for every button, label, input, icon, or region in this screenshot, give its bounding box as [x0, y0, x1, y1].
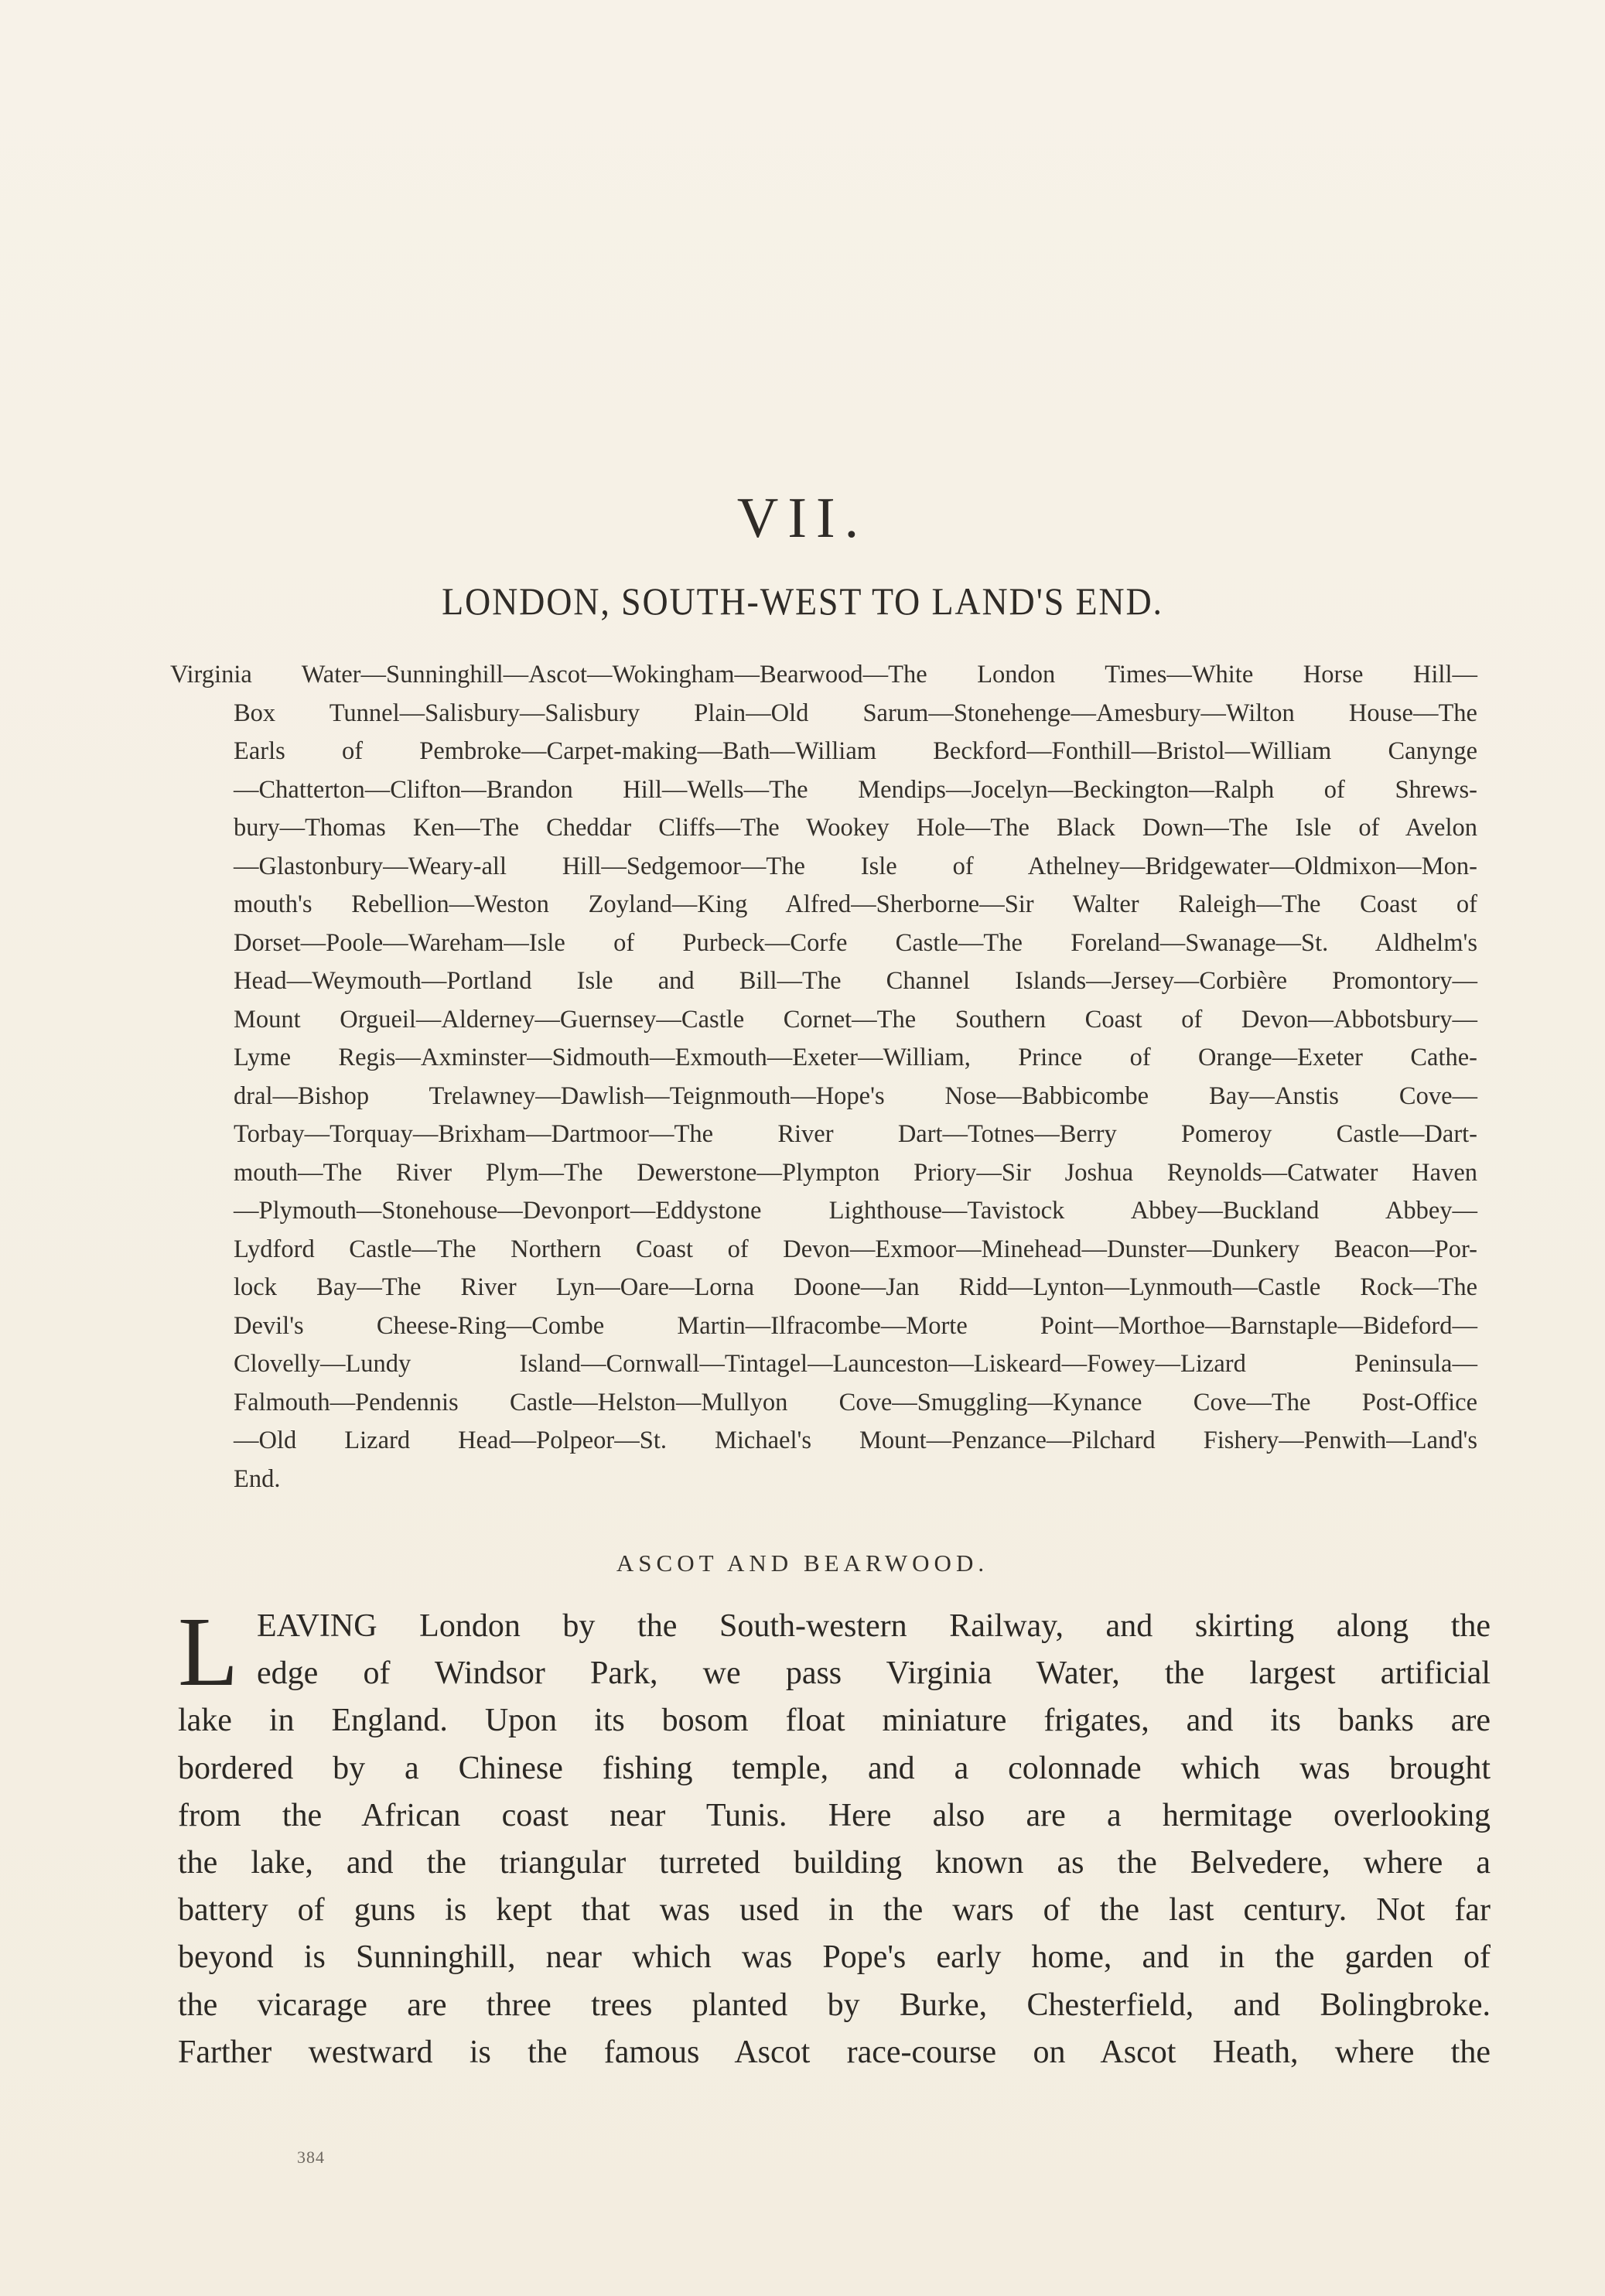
body-line: the lake, and the triangular turreted building known as the Belvedere, where a: [178, 1845, 1491, 1881]
body-line: Farther westward is the famous Ascot race-course on Ascot Heath, where the: [178, 2034, 1491, 2070]
body-line: from the African coast near Tunis. Here also are a hermitage overlooking: [178, 1797, 1491, 1833]
summary-line: Head—Weymouth—Portland Isle and Bill—The Channel Islands—Jersey—Corbière Promontory—: [234, 967, 1477, 995]
summary-line: End.: [234, 1464, 281, 1493]
summary-line: Clovelly—Lundy Island—Cornwall—Tintagel—Launceston—Liskeard—Fowey—Lizard Peninsula—: [234, 1350, 1477, 1378]
summary-line: Box Tunnel—Salisbury—Salisbury Plain—Old Sarum—Stonehenge—Amesbury—Wilton House—The: [234, 699, 1477, 727]
summary-line: Earls of Pembroke—Carpet-making—Bath—William Beckford—Fonthill—Bristol—William Canynge: [234, 737, 1477, 765]
summary-line: Torbay—Torquay—Brixham—Dartmoor—The River Dart—Totnes—Berry Pomeroy Castle—Dart-: [234, 1120, 1477, 1148]
summary-line: Lydford Castle—The Northern Coast of Devon—Exmoor—Minehead—Dunster—Dunkery Beacon—Por-: [234, 1235, 1477, 1263]
page-number: 384: [297, 2147, 325, 2167]
summary-line: —Plymouth—Stonehouse—Devonport—Eddystone Lighthouse—Tavistock Abbey—Buckland Abbey—: [234, 1197, 1477, 1225]
summary-line: bury—Thomas Ken—The Cheddar Cliffs—The Wookey Hole—The Black Down—The Isle of Avelon: [234, 814, 1477, 842]
body-line: battery of guns is kept that was used in the wars of the last century. Not far: [178, 1892, 1491, 1929]
chapter-summary: [170, 656, 1477, 1498]
summary-line: Lyme Regis—Axminster—Sidmouth—Exmouth—Exeter—William, Prince of Orange—Exeter Cathe-: [234, 1044, 1477, 1071]
summary-line: —Chatterton—Clifton—Brandon Hill—Wells—The Mendips—Jocelyn—Beckington—Ralph of Shrews-: [234, 775, 1477, 804]
body-line: beyond is Sunninghill, near which was Pope's early home, and in the garden of: [178, 1939, 1491, 1976]
body-line: bordered by a Chinese fishing temple, and a colonnade which was brought: [178, 1750, 1491, 1786]
summary-line: dral—Bishop Trelawney—Dawlish—Teignmouth—Hope's Nose—Babbicombe Bay—Anstis Cove—: [234, 1081, 1477, 1110]
body-line: EAVING London by the South-western Railway, and skirting along the: [257, 1608, 1491, 1644]
body-text: [178, 1597, 1491, 2076]
summary-line: lock Bay—The River Lyn—Oare—Lorna Doone—Jan Ridd—Lynton—Lynmouth—Castle Rock—The: [234, 1273, 1477, 1301]
body-line: lake in England. Upon its bosom float miniature frigates, and its banks are: [178, 1703, 1491, 1739]
summary-line: Devil's Cheese-Ring—Combe Martin—Ilfracombe—Morte Point—Morthoe—Barnstaple—Bideford—: [234, 1311, 1477, 1340]
section-heading: ASCOT AND BEARWOOD.: [616, 1549, 989, 1577]
summary-line: —Glastonbury—Weary-all Hill—Sedgemoor—The Isle of Athelney—Bridgewater—Oldmixon—Mon-: [234, 852, 1477, 880]
body-line: edge of Windsor Park, we pass Virginia Water, the largest artificial: [257, 1655, 1491, 1692]
summary-line: Virginia Water—Sunninghill—Ascot—Wokingham—Bearwood—The London Times—White Horse Hill—: [170, 661, 1477, 688]
drop-cap: L: [178, 1597, 239, 1707]
summary-line: mouth's Rebellion—Weston Zoyland—King Alfred—Sherborne—Sir Walter Raleigh—The Coast of: [234, 890, 1477, 918]
summary-line: Mount Orgueil—Alderney—Guernsey—Castle Cornet—The Southern Coast of Devon—Abbotsbury—: [234, 1005, 1477, 1034]
chapter-title: LONDON, SOUTH-WEST TO LAND'S END.: [442, 579, 1163, 623]
summary-line: mouth—The River Plym—The Dewerstone—Plympton Priory—Sir Joshua Reynolds—Catwater Haven: [234, 1158, 1477, 1187]
chapter-number: VII.: [736, 487, 869, 550]
summary-line: Falmouth—Pendennis Castle—Helston—Mullyon Cove—Smuggling—Kynance Cove—The Post-Office: [234, 1388, 1477, 1416]
summary-line: —Old Lizard Head—Polpeor—St. Michael's Mount—Penzance—Pilchard Fishery—Penwith—Land's: [234, 1426, 1477, 1454]
body-line: the vicarage are three trees planted by Burke, Chesterfield, and Bolingbroke.: [178, 1987, 1491, 2023]
summary-line: Dorset—Poole—Wareham—Isle of Purbeck—Corfe Castle—The Foreland—Swanage—St. Aldhelm's: [234, 928, 1477, 957]
